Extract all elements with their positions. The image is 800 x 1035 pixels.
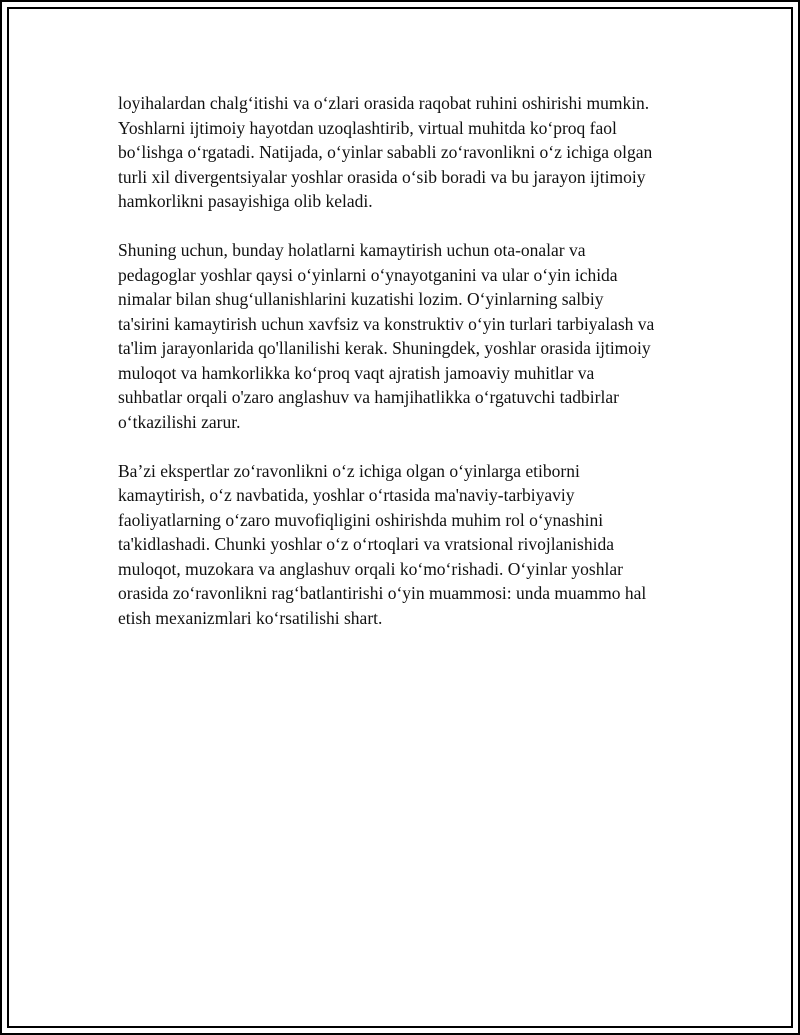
paragraph-2-line-4: ta'sirini kamaytirish uchun xavfsiz va konstruktiv o‘yin turlari tarbiyalash va [118,313,655,334]
paragraph-1-line-5: hamkorlikni pasayishiga olib keladi. [118,191,373,211]
paragraph-3-line-1: Ba’zi ekspertlar zo‘ravonlikni o‘z ichiga olgan o‘yinlarga etiborni [118,460,580,481]
paragraph-2-line-6: muloqot va hamkorlikka ko‘proq vaqt ajratish jamoaviy muhitlar va [118,362,595,383]
paragraph-3 [118,459,698,631]
paragraph-1-line-1: loyihalardan chalg‘itishi va o‘zlari orasida raqobat ruhini oshirishi mumkin. [118,93,650,113]
document-body [118,91,698,655]
paragraph-1 [118,91,698,214]
paragraph-1-line-2: Yoshlarni ijtimoiy hayotdan uzoqlashtirib, virtual muhitda ko‘proq faol [118,117,617,138]
paragraph-3-line-6: orasida zo‘ravonlikni rag‘batlantirishi o‘yin muammosi: unda muammo hal [118,583,647,603]
paragraph-3-line-3: faoliyatlarning o‘zaro muvofiqligini oshirishda muhim rol o‘ynashini [118,509,604,530]
paragraph-1-line-3: bo‘lishga o‘rgatadi. Natijada, o‘yinlar sababli zo‘ravonlikni o‘z ichiga olgan [118,142,653,162]
paragraph-2-line-8: o‘tkazilishi zarur. [118,411,241,432]
paragraph-2-line-7: suhbatlar orqali o'zaro anglashuv va hamjihatlikka o‘rgatuvchi tadbirlar [118,387,619,407]
paragraph-3-line-7: etish mexanizmlari ko‘rsatilishi shart. [118,607,383,628]
paragraph-3-line-4: ta'kidlashadi. Chunki yoshlar o‘z o‘rtoqlari va vratsional rivojlanishida [118,534,614,554]
paragraph-1-line-4: turli xil divergentsiyalar yoshlar orasida o‘sib boradi va bu jarayon ijtimoiy [118,166,646,187]
paragraph-3-line-2: kamaytirish, o‘z navbatida, yoshlar o‘rtasida ma'naviy-tarbiyaviy [118,485,575,505]
paragraph-2-line-3: nimalar bilan shug‘ullanishlarini kuzatishi lozim. O‘yinlarning salbiy [118,289,604,309]
paragraph-3-line-5: muloqot, muzokara va anglashuv orqali ko‘mo‘rishadi. O‘yinlar yoshlar [118,558,623,579]
paragraph-2 [118,238,698,434]
paragraph-2-line-2: pedagoglar yoshlar qaysi o‘yinlarni o‘ynayotganini va ular o‘yin ichida [118,264,618,285]
paragraph-2-line-5: ta'lim jarayonlarida qo'llanilishi kerak. Shuningdek, yoshlar orasida ijtimoiy [118,338,651,358]
paragraph-2-line-1: Shuning uchun, bunday holatlarni kamaytirish uchun ota-onalar va [118,240,586,260]
